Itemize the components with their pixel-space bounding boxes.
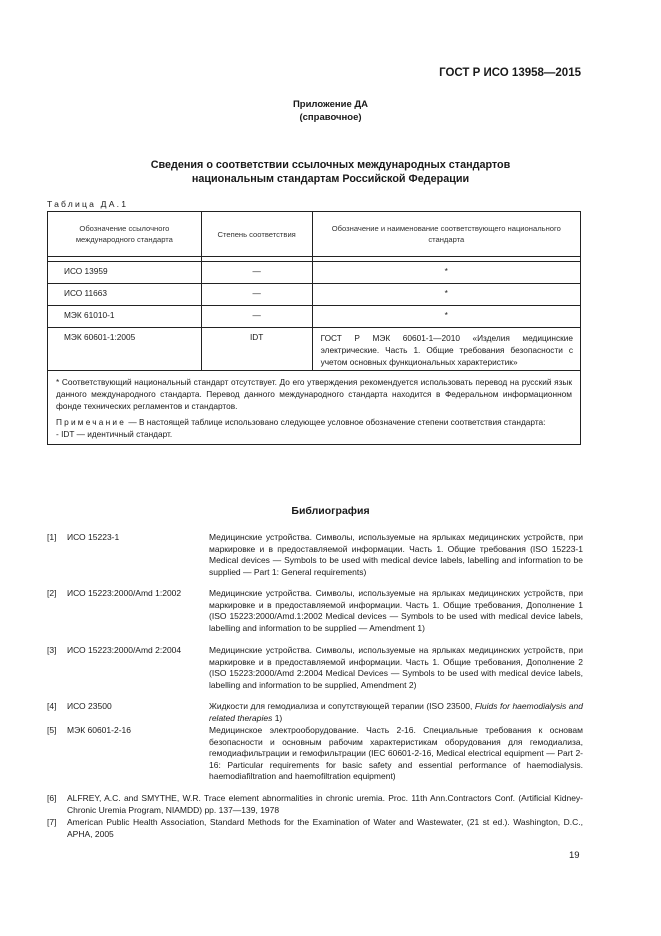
note-text: — В настоящей таблице использовано следующее условное обозначение степени соответствия стандарта: xyxy=(126,417,546,427)
bibliography-title: Библиография xyxy=(291,505,370,517)
cell-national: * xyxy=(312,262,580,284)
cell-national: ГОСТ Р МЭК 60601-1—2010 «Изделия медицинские электрические. Часть 1. Общие требования безопасности с учетом основных функциональных характеристик» xyxy=(312,328,580,371)
table-footnote: * Соответствующий национальный стандарт отсутствует. До его утверждения рекомендуется использовать перевод на русский язык данного международного стандарта. Перевод данного международного стандарта находится в Федеральном информационном фонде технических регламентов и стандартов. xyxy=(56,377,572,411)
table-note xyxy=(56,416,572,428)
entry-number: [2] xyxy=(47,588,57,598)
entry-reference: ИСО 15223:2000/Amd 2:2004 xyxy=(67,645,182,655)
note-item: - IDT — идентичный стандарт. xyxy=(56,429,173,439)
entry-description xyxy=(209,701,583,724)
appendix-subtitle: (справочное) xyxy=(299,112,362,123)
entry-reference: ИСО 15223-1 xyxy=(67,532,120,542)
cell-reference: МЭК 60601-1:2005 xyxy=(48,328,202,371)
cell-reference: ИСО 11663 xyxy=(48,284,202,306)
cell-degree: IDT xyxy=(201,328,312,371)
entry-citation: ALFREY, A.C. and SMYTHE, W.R. Trace element abnormalities in chronic uremia. Proc. 11th Ann.Contractors Conf. (Artificial Kidney-Chronic Uremia Program, NIAMDD) pp. 137—139, 1978 xyxy=(67,793,583,815)
table-footer-row xyxy=(48,371,581,445)
entry-description: Медицинские устройства. Символы, используемые на ярлыках медицинских устройств, при маркировке и в предоставляемой информации. Часть 1. Общие требования (ISO 15223-1 Medical devices — Symbols to be used with medical device labels, labelling and information to be supplied — Part 1: General requirements) xyxy=(209,532,583,577)
entry-citation: American Public Health Association, Standard Methods for the Examination of Water and Wastewater, (21 st ed.). Washington, D.C., APHA, 2005 xyxy=(67,817,583,839)
table-footer xyxy=(48,371,581,445)
column-header-reference: Обозначение ссылочного международного стандарта xyxy=(48,212,202,257)
table-caption: Таблица ДА.1 xyxy=(47,199,129,209)
table-row xyxy=(48,306,581,328)
page-number: 19 xyxy=(569,850,580,861)
entry-description-text: Жидкости для гемодиализа и сопутствующей терапии (ISO 23500, xyxy=(209,701,475,711)
entry-description: Медицинские устройства. Символы, используемые на ярлыках медицинских устройств, при маркировке и в предоставляемой информации. Часть 1. Общие требования, Дополнение 2 (ISO 15223:2000/Amd 2:2004 Medical Devices — Symbols to be used with medical device labels, labelling and information to be supplied, Amendment 2) xyxy=(209,645,583,690)
section-title xyxy=(0,158,661,186)
column-header-national: Обозначение и наименование соответствующего национального стандарта xyxy=(312,212,580,257)
section-title-line-2: национальным стандартам Российской Федерации xyxy=(191,173,470,185)
cell-reference: МЭК 61010-1 xyxy=(48,306,202,328)
table-row xyxy=(48,328,581,371)
cell-degree: — xyxy=(201,262,312,284)
cell-national: * xyxy=(312,306,580,328)
entry-description-end: 1) xyxy=(272,712,283,723)
entry-reference: ИСО 15223:2000/Amd 1:2002 xyxy=(67,588,182,598)
table-row xyxy=(48,284,581,306)
appendix-heading xyxy=(0,98,661,124)
note-label: Примечание xyxy=(56,417,127,427)
table-row xyxy=(48,262,581,284)
entry-description: Медицинское электрооборудование. Часть 2-16. Специальные требования к основам безопасности и основным рабочим характеристикам оборудования для гемодиализа, гемодиафильтрации и гемофильтрации (IEC 60601-2-16, Medical electrical equipment — Part 2-16: Particular requirements for basic safety and essential performance of haemodialysis. haemodiafiltration and haemofiltration equipment) xyxy=(209,725,583,782)
section-title-line-1: Сведения о соответствии ссылочных международных стандартов xyxy=(150,159,511,171)
entry-number: [7] xyxy=(47,817,57,827)
column-header-degree: Степень соответствия xyxy=(201,212,312,257)
entry-description: Медицинские устройства. Символы, используемые на ярлыках медицинских устройств, при маркировке и в предоставляемой информации. Часть 1. Общие требования, Дополнение 1 (ISO 15223:2000/Amd.1:2002 Medical devices — Symbols to be used with medical device labels, labelling and information to be supplied — Amendment 1) xyxy=(209,588,583,633)
entry-number: [1] xyxy=(47,532,57,542)
entry-reference: ИСО 23500 xyxy=(67,701,112,711)
entry-number: [6] xyxy=(47,793,57,803)
entry-number: [5] xyxy=(47,725,57,735)
appendix-title: Приложение ДА xyxy=(292,99,369,110)
entry-number: [3] xyxy=(47,645,57,655)
cell-national: * xyxy=(312,284,580,306)
document-code: ГОСТ Р ИСО 13958—2015 xyxy=(439,67,581,79)
cell-reference: ИСО 13959 xyxy=(48,262,202,284)
entry-description-italic: Fluids for haemodialysis and related therapies xyxy=(209,701,583,723)
cell-degree: — xyxy=(201,306,312,328)
cell-degree: — xyxy=(201,284,312,306)
entry-reference: МЭК 60601-2-16 xyxy=(67,725,131,735)
correspondence-table xyxy=(47,211,581,445)
table-header-row xyxy=(48,212,581,257)
entry-number: [4] xyxy=(47,701,57,711)
